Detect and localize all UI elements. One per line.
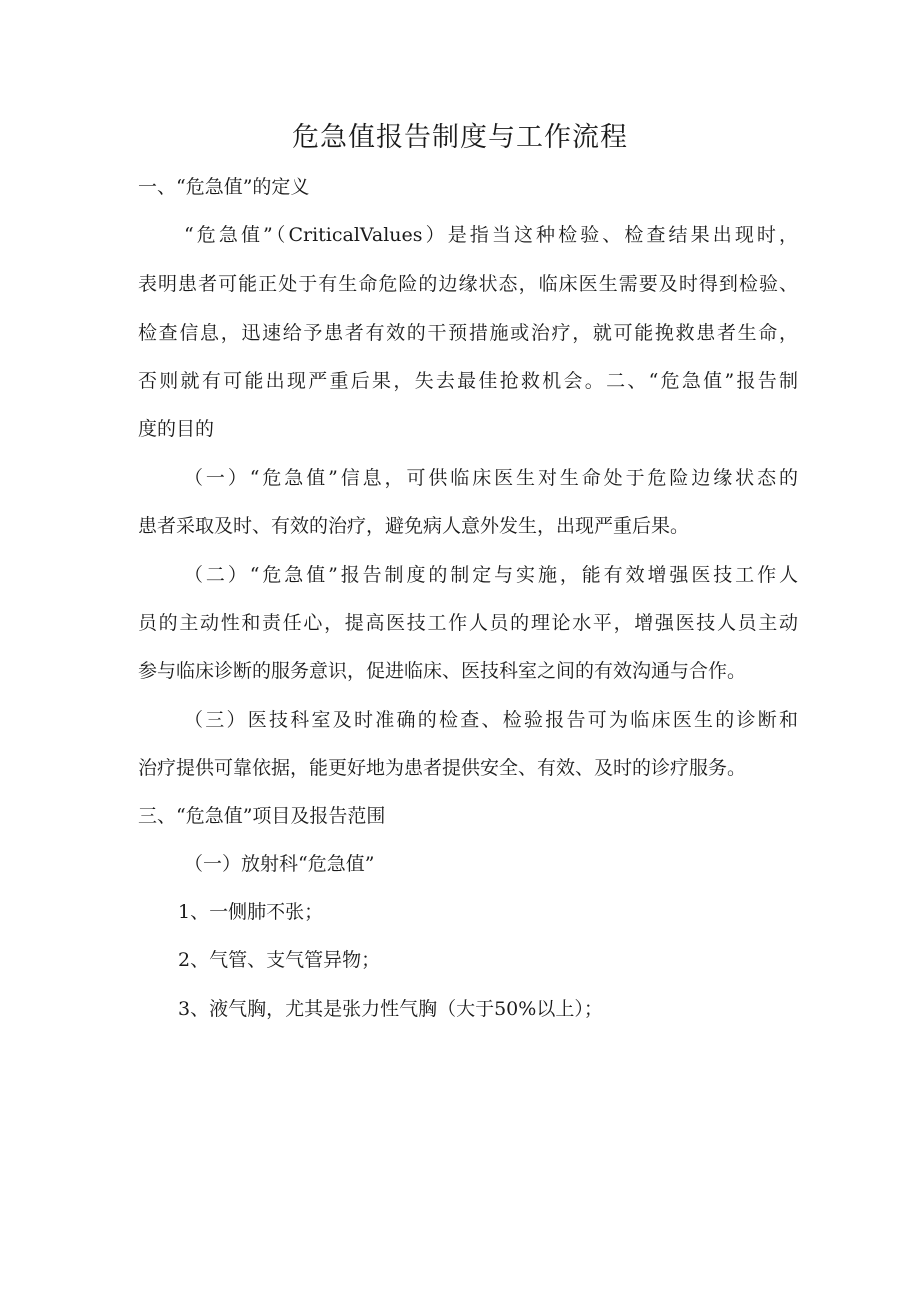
document-title: 危急值报告制度与工作流程 bbox=[292, 122, 628, 153]
paragraph-line: 度的目的 bbox=[138, 418, 215, 440]
paragraph-line: 参与临床诊断的服务意识，促进临床、医技科室之间的有效沟通与合作。 bbox=[138, 660, 747, 682]
paragraph-line: 否则就有可能出现严重后果，失去最佳抢救机会。二、“危急值”报告制 bbox=[138, 370, 798, 392]
paragraph-line: “危急值”（CriticalValues）是指当这种检验、检查结果出现时， bbox=[184, 224, 798, 246]
paragraph-line: （三）医技科室及时准确的检查、检验报告可为临床医生的诊断和 bbox=[184, 709, 798, 731]
section-heading-scope: 三、“危急值”项目及报告范围 bbox=[138, 805, 386, 827]
subsection-heading-radiology: （一）放射科“危急值” bbox=[184, 853, 375, 875]
paragraph-line: 治疗提供可靠依据，能更好地为患者提供安全、有效、及时的诊疗服务。 bbox=[138, 757, 747, 779]
paragraph-line: （二）“危急值”报告制度的制定与实施，能有效增强医技工作人 bbox=[184, 564, 798, 586]
paragraph-line: 检查信息，迅速给予患者有效的干预措施或治疗，就可能挽救患者生命， bbox=[138, 322, 798, 344]
paragraph-line: （一）“危急值”信息，可供临床医生对生命处于危险边缘状态的 bbox=[184, 467, 798, 489]
section-heading-definition: 一、“危急值”的定义 bbox=[138, 176, 310, 198]
list-item: 1、一侧肺不张； bbox=[178, 901, 324, 923]
paragraph-line: 员的主动性和责任心，提高医技工作人员的理论水平，增强医技人员主动 bbox=[138, 612, 798, 634]
paragraph-line: 患者采取及时、有效的治疗，避免病人意外发生，出现严重后果。 bbox=[138, 515, 690, 537]
list-item: 2、气管、支气管异物； bbox=[178, 949, 381, 971]
list-item: 3、液气胸，尤其是张力性气胸（大于50%以上）； bbox=[178, 998, 603, 1020]
paragraph-line: 表明患者可能正处于有生命危险的边缘状态，临床医生需要及时得到检验、 bbox=[138, 273, 798, 295]
